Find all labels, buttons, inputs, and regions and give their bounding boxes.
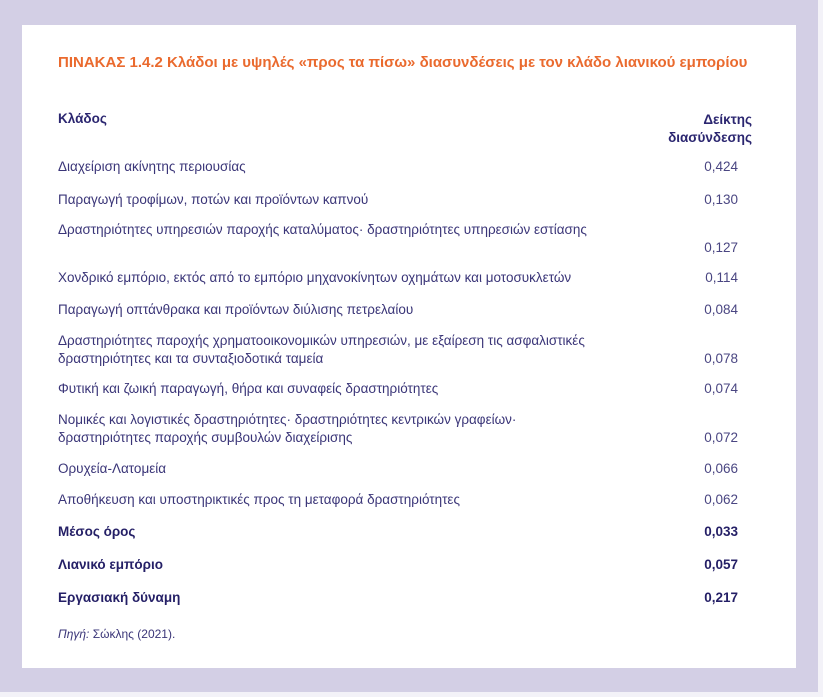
table-title: ΠΙΝΑΚΑΣ 1.4.2 Κλάδοι με υψηλές «προς τα πίσω» διασυνδέσεις με τον κλάδο λιανικού εμπορίου xyxy=(58,54,748,71)
row-label: Αποθήκευση και υποστηρικτικές προς τη μεταφορά δραστηριότητες xyxy=(58,492,460,507)
row-label: Δραστηριότητες υπηρεσιών παροχής καταλύματος· δραστηριότητες υπηρεσιών εστίασης xyxy=(58,222,587,237)
source-note xyxy=(58,627,175,641)
table-row xyxy=(58,158,758,176)
table-row xyxy=(58,332,758,368)
source-text: Σώκλης (2021). xyxy=(89,627,176,641)
row-label: Παραγωγή οπτάνθρακα και προϊόντων διύλισης πετρελαίου xyxy=(58,302,414,317)
column-header-index xyxy=(622,111,752,147)
row-value: 0,072 xyxy=(704,430,738,445)
row-label: Διαχείριση ακίνητης περιουσίας xyxy=(58,159,246,174)
table-row xyxy=(58,191,758,209)
row-label: Φυτική και ζωική παραγωγή, θήρα και συναφείς δραστηριότητες xyxy=(58,381,439,396)
table-row xyxy=(58,269,758,287)
row-value: 0,127 xyxy=(704,240,738,255)
row-value: 0,424 xyxy=(704,159,738,174)
column-header-index-line1: Δείκτης xyxy=(703,112,752,127)
row-label: Νομικές και λογιστικές δραστηριότητες· δραστηριότητες κεντρικών γραφείων· δραστηριότητες παροχής συμβουλών διαχείρισης xyxy=(58,412,517,445)
table-row xyxy=(58,380,758,398)
table-card xyxy=(22,25,796,668)
row-value: 0,130 xyxy=(704,192,738,207)
row-value: 0,217 xyxy=(704,590,738,605)
table-row xyxy=(58,411,758,447)
row-label: Χονδρικό εμπόριο, εκτός από το εμπόριο μηχανοκίνητων οχημάτων και μοτοσυκλετών xyxy=(58,270,572,285)
row-label: Λιανικό εμπόριο xyxy=(58,557,163,572)
source-label: Πηγή: xyxy=(58,627,90,641)
column-header-sector: Κλάδος xyxy=(58,111,107,126)
row-label: Ορυχεία-Λατομεία xyxy=(58,461,167,476)
row-value: 0,078 xyxy=(704,351,738,366)
row-value: 0,084 xyxy=(704,302,738,317)
summary-row-average xyxy=(58,523,758,541)
row-value: 0,057 xyxy=(704,557,738,572)
summary-row-labour xyxy=(58,589,758,607)
row-label: Δραστηριότητες παροχής χρηματοοικονομικών υπηρεσιών, με εξαίρεση τις ασφαλιστικές δραστηριότητες και τα συνταξιοδοτικά ταμεία xyxy=(58,333,585,366)
table-row xyxy=(58,301,758,319)
table-row xyxy=(58,460,758,478)
row-value: 0,033 xyxy=(704,524,738,539)
row-value: 0,074 xyxy=(704,381,738,396)
row-label: Μέσος όρος xyxy=(58,524,136,539)
row-label: Παραγωγή τροφίμων, ποτών και προϊόντων καπνού xyxy=(58,192,369,207)
row-label: Εργασιακή δύναμη xyxy=(58,590,181,605)
row-value: 0,062 xyxy=(704,492,738,507)
table-row xyxy=(58,221,758,257)
column-header-index-line2: διασύνδεσης xyxy=(668,130,752,145)
summary-row-retail xyxy=(58,556,758,574)
row-value: 0,066 xyxy=(704,461,738,476)
row-value: 0,114 xyxy=(705,270,738,285)
table-row xyxy=(58,491,758,509)
